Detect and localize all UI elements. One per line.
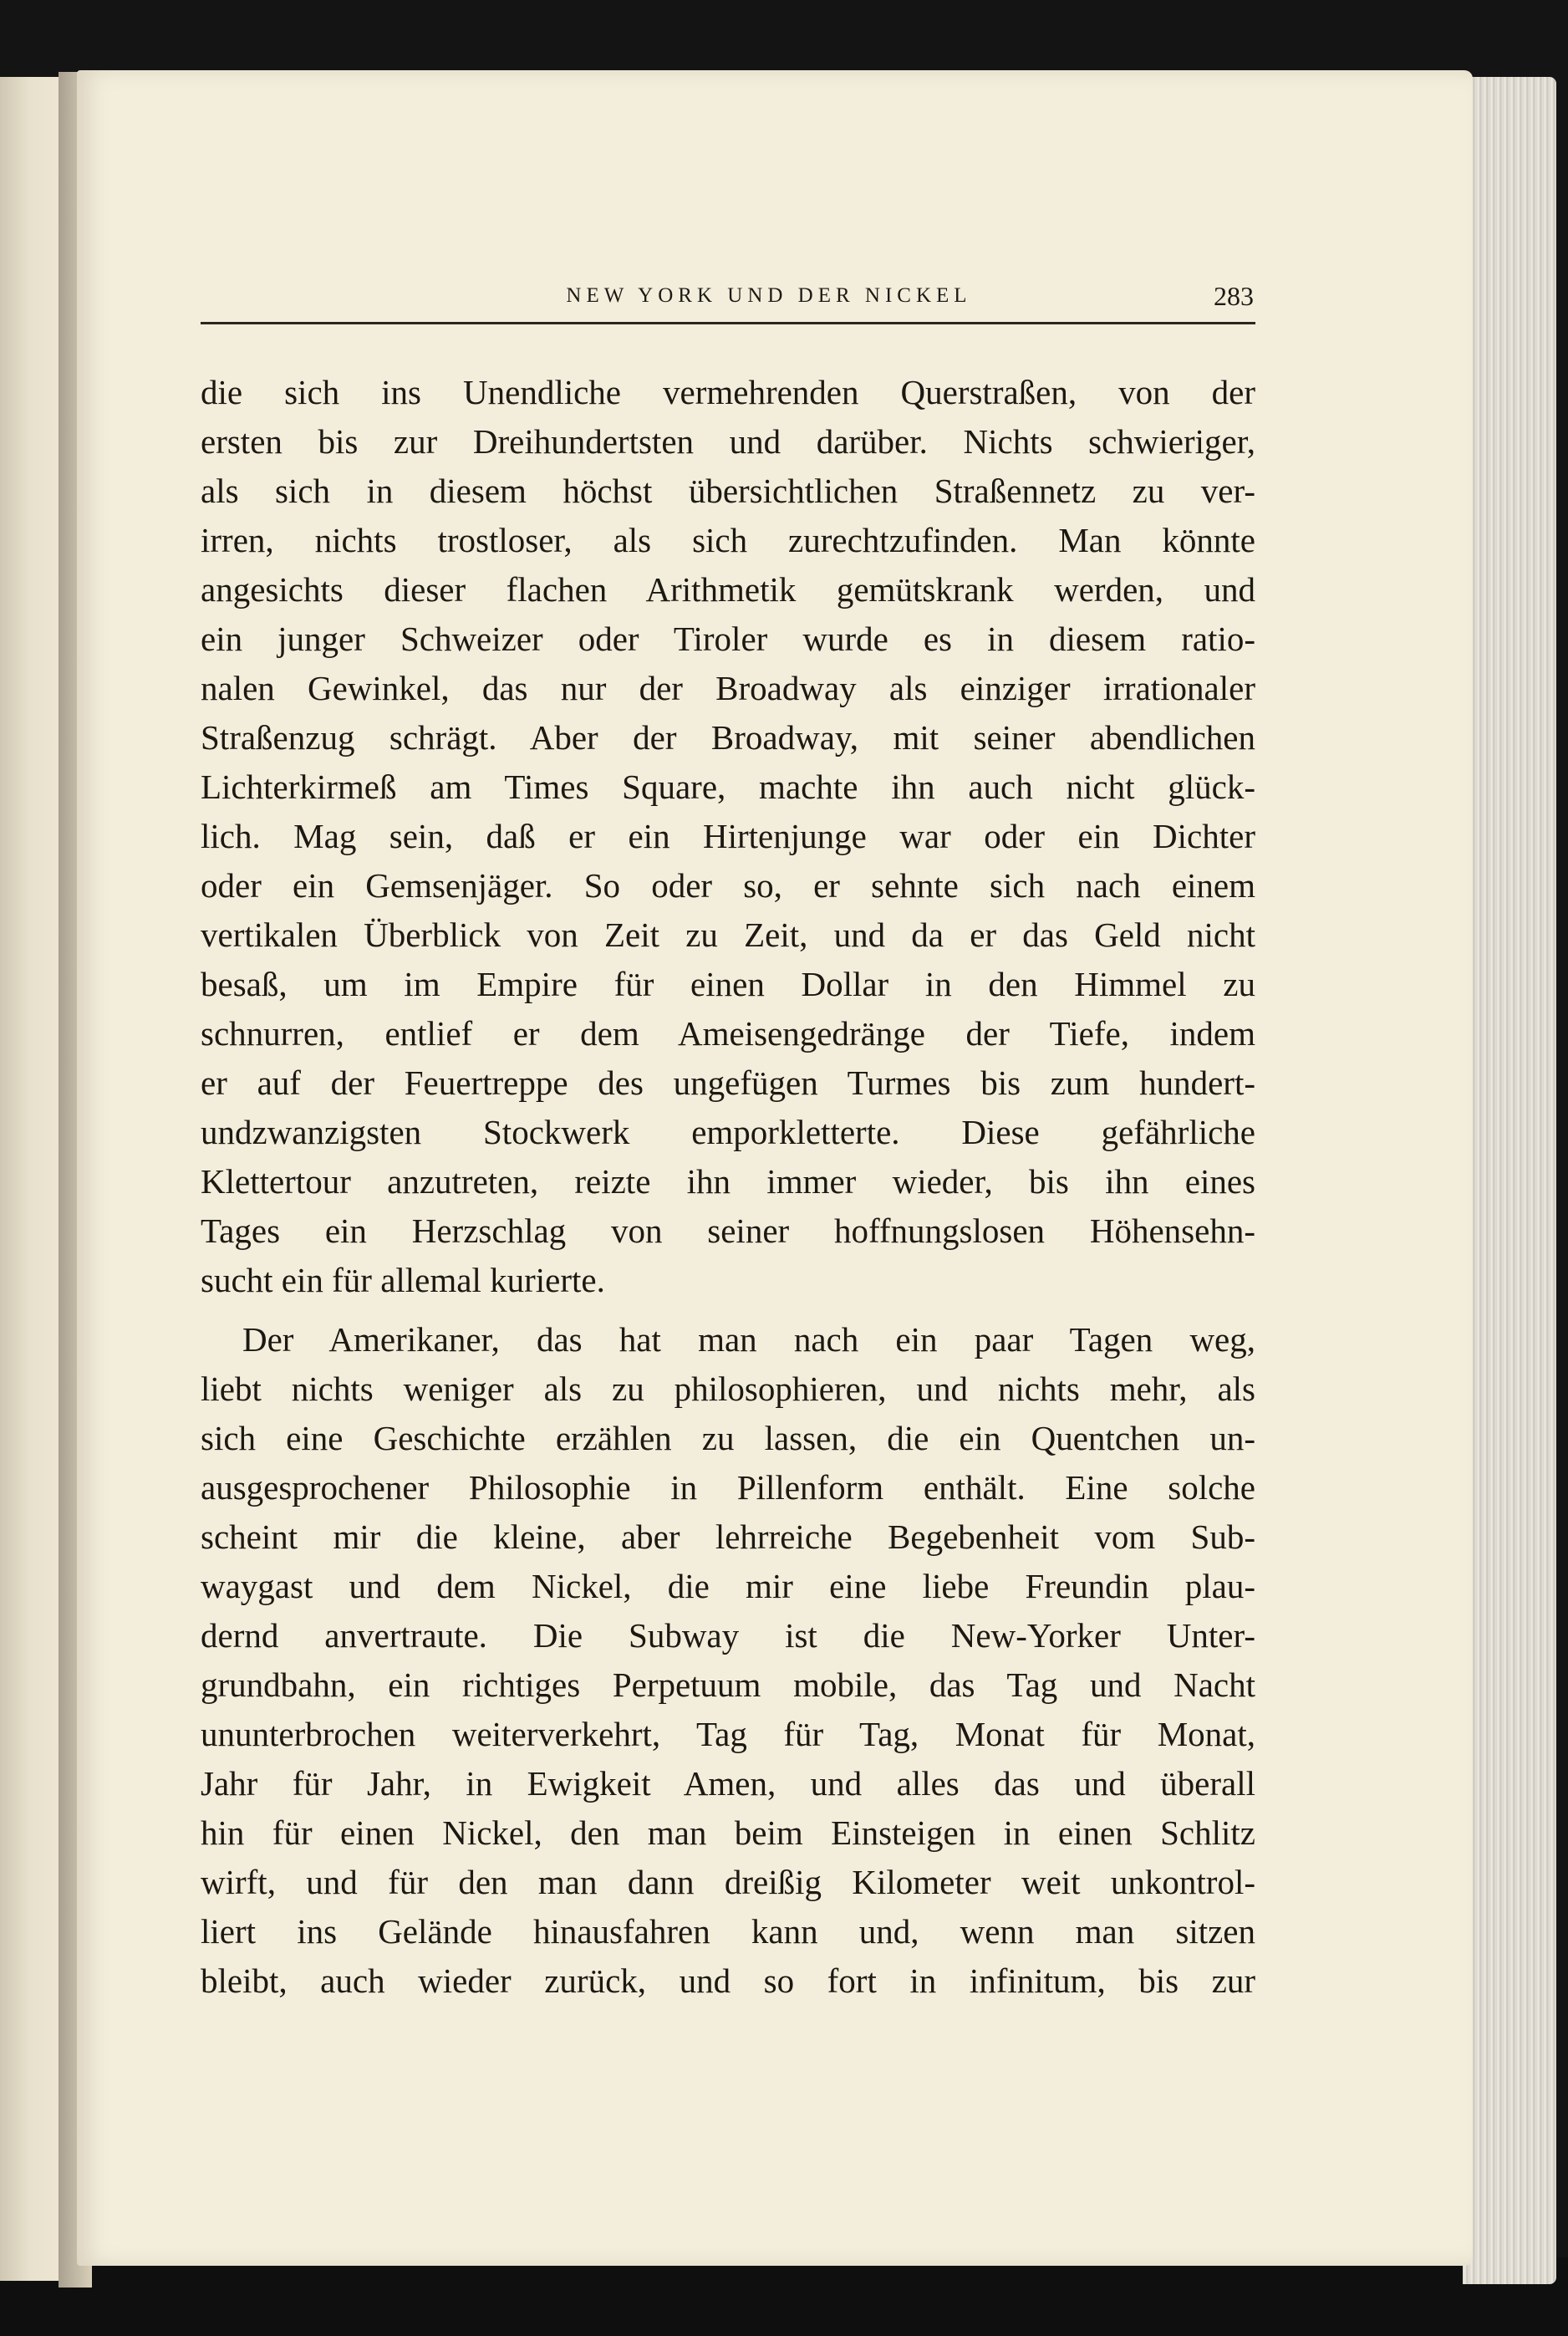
text-line: oder ein Gemsenjäger. So oder so, er sehnte sich nach einem bbox=[201, 866, 1255, 905]
running-title: NEW YORK UND DER NICKEL bbox=[566, 284, 972, 307]
paragraph bbox=[201, 368, 1255, 1305]
text-line: Straßenzug schrägt. Aber der Broadway, mit seiner abendlichen bbox=[201, 718, 1255, 757]
text-line: Tages ein Herzschlag von seiner hoffnungslosen Höhensehn- bbox=[201, 1211, 1255, 1250]
text-line: hin für einen Nickel, den man beim Einsteigen in einen Schlitz bbox=[201, 1813, 1255, 1852]
text-line: er auf der Feuertreppe des ungefügen Turmes bis zum hundert- bbox=[201, 1063, 1255, 1102]
book-cover-edge bbox=[0, 2257, 1568, 2336]
text-line: schnurren, entlief er dem Ameisengedränge der Tiefe, indem bbox=[201, 1014, 1255, 1053]
text-line: ersten bis zur Dreihundertsten und darüber. Nichts schwieriger, bbox=[201, 422, 1255, 461]
text-line: ausgesprochener Philosophie in Pillenform enthält. Eine solche bbox=[201, 1468, 1255, 1507]
text-line: scheint mir die kleine, aber lehrreiche Begebenheit vom Sub- bbox=[201, 1517, 1255, 1556]
text-line: angesichts dieser flachen Arithmetik gemütskrank werden, und bbox=[201, 570, 1255, 609]
page-number: 283 bbox=[1214, 281, 1254, 311]
page-edges-stack bbox=[1463, 77, 1556, 2284]
header-rule bbox=[201, 322, 1255, 324]
text-line: grundbahn, ein richtiges Perpetuum mobile, das Tag und Nacht bbox=[201, 1665, 1255, 1704]
text-line: Der Amerikaner, das hat man nach ein paar Tagen weg, bbox=[242, 1320, 1255, 1359]
text-line: dernd anvertraute. Die Subway ist die New-Yorker Unter- bbox=[201, 1616, 1255, 1655]
text-line: Lichterkirmeß am Times Square, machte ihn auch nicht glück- bbox=[201, 768, 1255, 806]
text-line: als sich in diesem höchst übersichtlichen Straßennetz zu ver- bbox=[201, 472, 1255, 510]
text-line: waygast und dem Nickel, die mir eine liebe Freundin plau- bbox=[201, 1567, 1255, 1605]
text-line: ein junger Schweizer oder Tiroler wurde es in diesem ratio- bbox=[201, 620, 1255, 658]
text-line: nalen Gewinkel, das nur der Broadway als einziger irrationaler bbox=[201, 669, 1255, 707]
text-line: besaß, um im Empire für einen Dollar in den Himmel zu bbox=[201, 965, 1255, 1003]
text-line: vertikalen Überblick von Zeit zu Zeit, und da er das Geld nicht bbox=[201, 916, 1255, 954]
text-line: ununterbrochen weiterverkehrt, Tag für Tag, Monat für Monat, bbox=[201, 1715, 1255, 1753]
text-line: lich. Mag sein, daß er ein Hirtenjunge war oder ein Dichter bbox=[201, 817, 1255, 855]
text-line: sich eine Geschichte erzählen zu lassen, die ein Quentchen un- bbox=[201, 1419, 1255, 1457]
body-text bbox=[201, 368, 1255, 2006]
text-line: Klettertour anzutreten, reizte ihn immer wieder, bis ihn eines bbox=[201, 1162, 1255, 1201]
text-line: liert ins Gelände hinausfahren kann und, wenn man sitzen bbox=[201, 1912, 1255, 1951]
text-line: die sich ins Unendliche vermehrenden Querstraßen, von der bbox=[201, 373, 1255, 411]
text-line: wirft, und für den man dann dreißig Kilometer weit unkontrol- bbox=[201, 1863, 1255, 1901]
text-line: liebt nichts weniger als zu philosophieren, und nichts mehr, als bbox=[201, 1369, 1255, 1408]
paragraph bbox=[201, 1315, 1255, 2006]
text-line: irren, nichts trostloser, als sich zurechtzufinden. Man könnte bbox=[201, 521, 1255, 559]
text-line: Jahr für Jahr, in Ewigkeit Amen, und alles das und überall bbox=[201, 1764, 1255, 1803]
text-line: undzwanzigsten Stockwerk emporkletterte. Diese gefährliche bbox=[201, 1113, 1255, 1151]
text-line: sucht ein für allemal kurierte. bbox=[201, 1261, 605, 1299]
facing-page-edge bbox=[0, 77, 67, 2281]
text-line: bleibt, auch wieder zurück, und so fort in infinitum, bis zur bbox=[201, 1961, 1255, 2000]
